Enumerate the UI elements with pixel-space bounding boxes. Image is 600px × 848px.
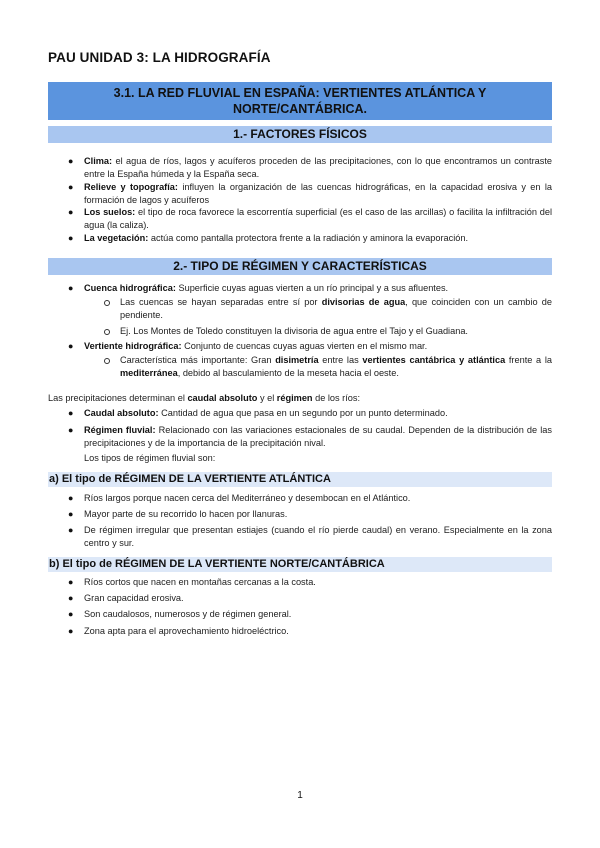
list-item-vegetacion: La vegetación: actúa como pantalla protectora frente a la radiación y aminora la evaporación. [84,233,469,243]
section-heading-factores: 1.- FACTORES FÍSICOS [48,126,552,143]
list-item-clima: Clima: el agua de ríos, lagos y acuíferos proceden de las precipitaciones, con lo que encontramos un contraste entre la España húmeda y la España seca. [84,156,552,179]
bullet-icon: ● [68,182,74,192]
bullet-icon: ● [68,509,74,519]
unit-banner [48,82,552,120]
list-item-atlantica-2: Mayor parte de su recorrido lo hacen por llanuras. [84,509,288,519]
list-item-relieve: Relieve y topografía: influyen la organización de las cuencas hidrográficas, en la capacidad erosiva y en la formación de lagos y acuíferos [84,182,552,205]
circle-bullet-icon [104,300,110,306]
list-item-regimen: Régimen fluvial: Relacionado con las variaciones estacionales de su caudal. Dependen de la distribución de las precipitaciones y de la importancia de la precipitación nival. [84,425,552,448]
tipos-regimen-intro: Los tipos de régimen fluvial son: [84,453,216,463]
sub-item-disimetria: Característica más importante: Gran disimetría entre las vertientes cantábrica y atlántica frente a la mediterránea, debido al basculamiento de la meseta hacia el oeste. [120,355,553,378]
precipitaciones-intro: Las precipitaciones determinan el caudal absoluto y el régimen de los ríos: [48,393,361,403]
bullet-icon: ● [68,341,74,351]
bullet-icon: ● [68,283,74,293]
list-item-suelos: Los suelos: el tipo de roca favorece la escorrentía superficial (es el caso de las arcillas) o facilita la infiltración del agua (la caliza). [84,207,552,230]
unit-banner-line-2: NORTE/CANTÁBRICA. [232,102,368,116]
list-item-cantabrica-4: Zona apta para el aprovechamiento hidroeléctrico. [84,626,289,636]
list-item-cuenca: Cuenca hidrográfica: Superficie cuyas aguas vierten a un río principal y a sus afluentes. [84,283,449,293]
list-item-atlantica-3: De régimen irregular que presentan estiajes (cuando el río pierde caudal) en verano. Especialmente en la zona centro y sur. [84,525,552,548]
subsection-heading-atlantica: a) El tipo de RÉGIMEN DE LA VERTIENTE ATLÁNTICA [48,472,552,487]
circle-bullet-icon [104,358,110,364]
bullet-icon: ● [68,493,74,503]
document-title: PAU UNIDAD 3: LA HIDROGRAFÍA [48,50,271,65]
bullet-icon: ● [68,207,74,217]
page-number: 1 [297,790,303,801]
bullet-icon: ● [68,525,74,535]
list-item-cantabrica-1: Ríos cortos que nacen en montañas cercanas a la costa. [84,577,316,587]
subsection-heading-cantabrica: b) El tipo de RÉGIMEN DE LA VERTIENTE NORTE/CANTÁBRICA [48,557,552,572]
list-item-caudal: Caudal absoluto: Cantidad de agua que pasa en un segundo por un punto determinado. [84,408,448,418]
bullet-icon: ● [68,156,74,166]
bullet-icon: ● [68,233,74,243]
list-item-cantabrica-3: Son caudalosos, numerosos y de régimen general. [84,609,292,619]
sub-item-divisorias: Las cuencas se hayan separadas entre sí por divisorias de agua, que coinciden con un cambio de pendiente. [120,297,552,320]
bullet-icon: ● [68,408,74,418]
list-item-atlantica-1: Ríos largos porque nacen cerca del Mediterráneo y desembocan en el Atlántico. [84,493,411,503]
bullet-icon: ● [68,593,74,603]
list-item-cantabrica-2: Gran capacidad erosiva. [84,593,184,603]
circle-bullet-icon [104,329,110,335]
bullet-icon: ● [68,577,74,587]
unit-banner-line-1: 3.1. LA RED FLUVIAL EN ESPAÑA: VERTIENTES ATLÁNTICA Y [113,86,487,100]
section-heading-regimen: 2.- TIPO DE RÉGIMEN Y CARACTERÍSTICAS [48,258,552,275]
bullet-icon: ● [68,609,74,619]
list-item-vertiente: Vertiente hidrográfica: Conjunto de cuencas cuyas aguas vierten en el mismo mar. [84,341,428,351]
sub-item-montes-toledo: Ej. Los Montes de Toledo constituyen la divisoria de agua entre el Tajo y el Guadiana. [120,326,468,336]
bullet-icon: ● [68,425,74,435]
bullet-icon: ● [68,626,74,636]
